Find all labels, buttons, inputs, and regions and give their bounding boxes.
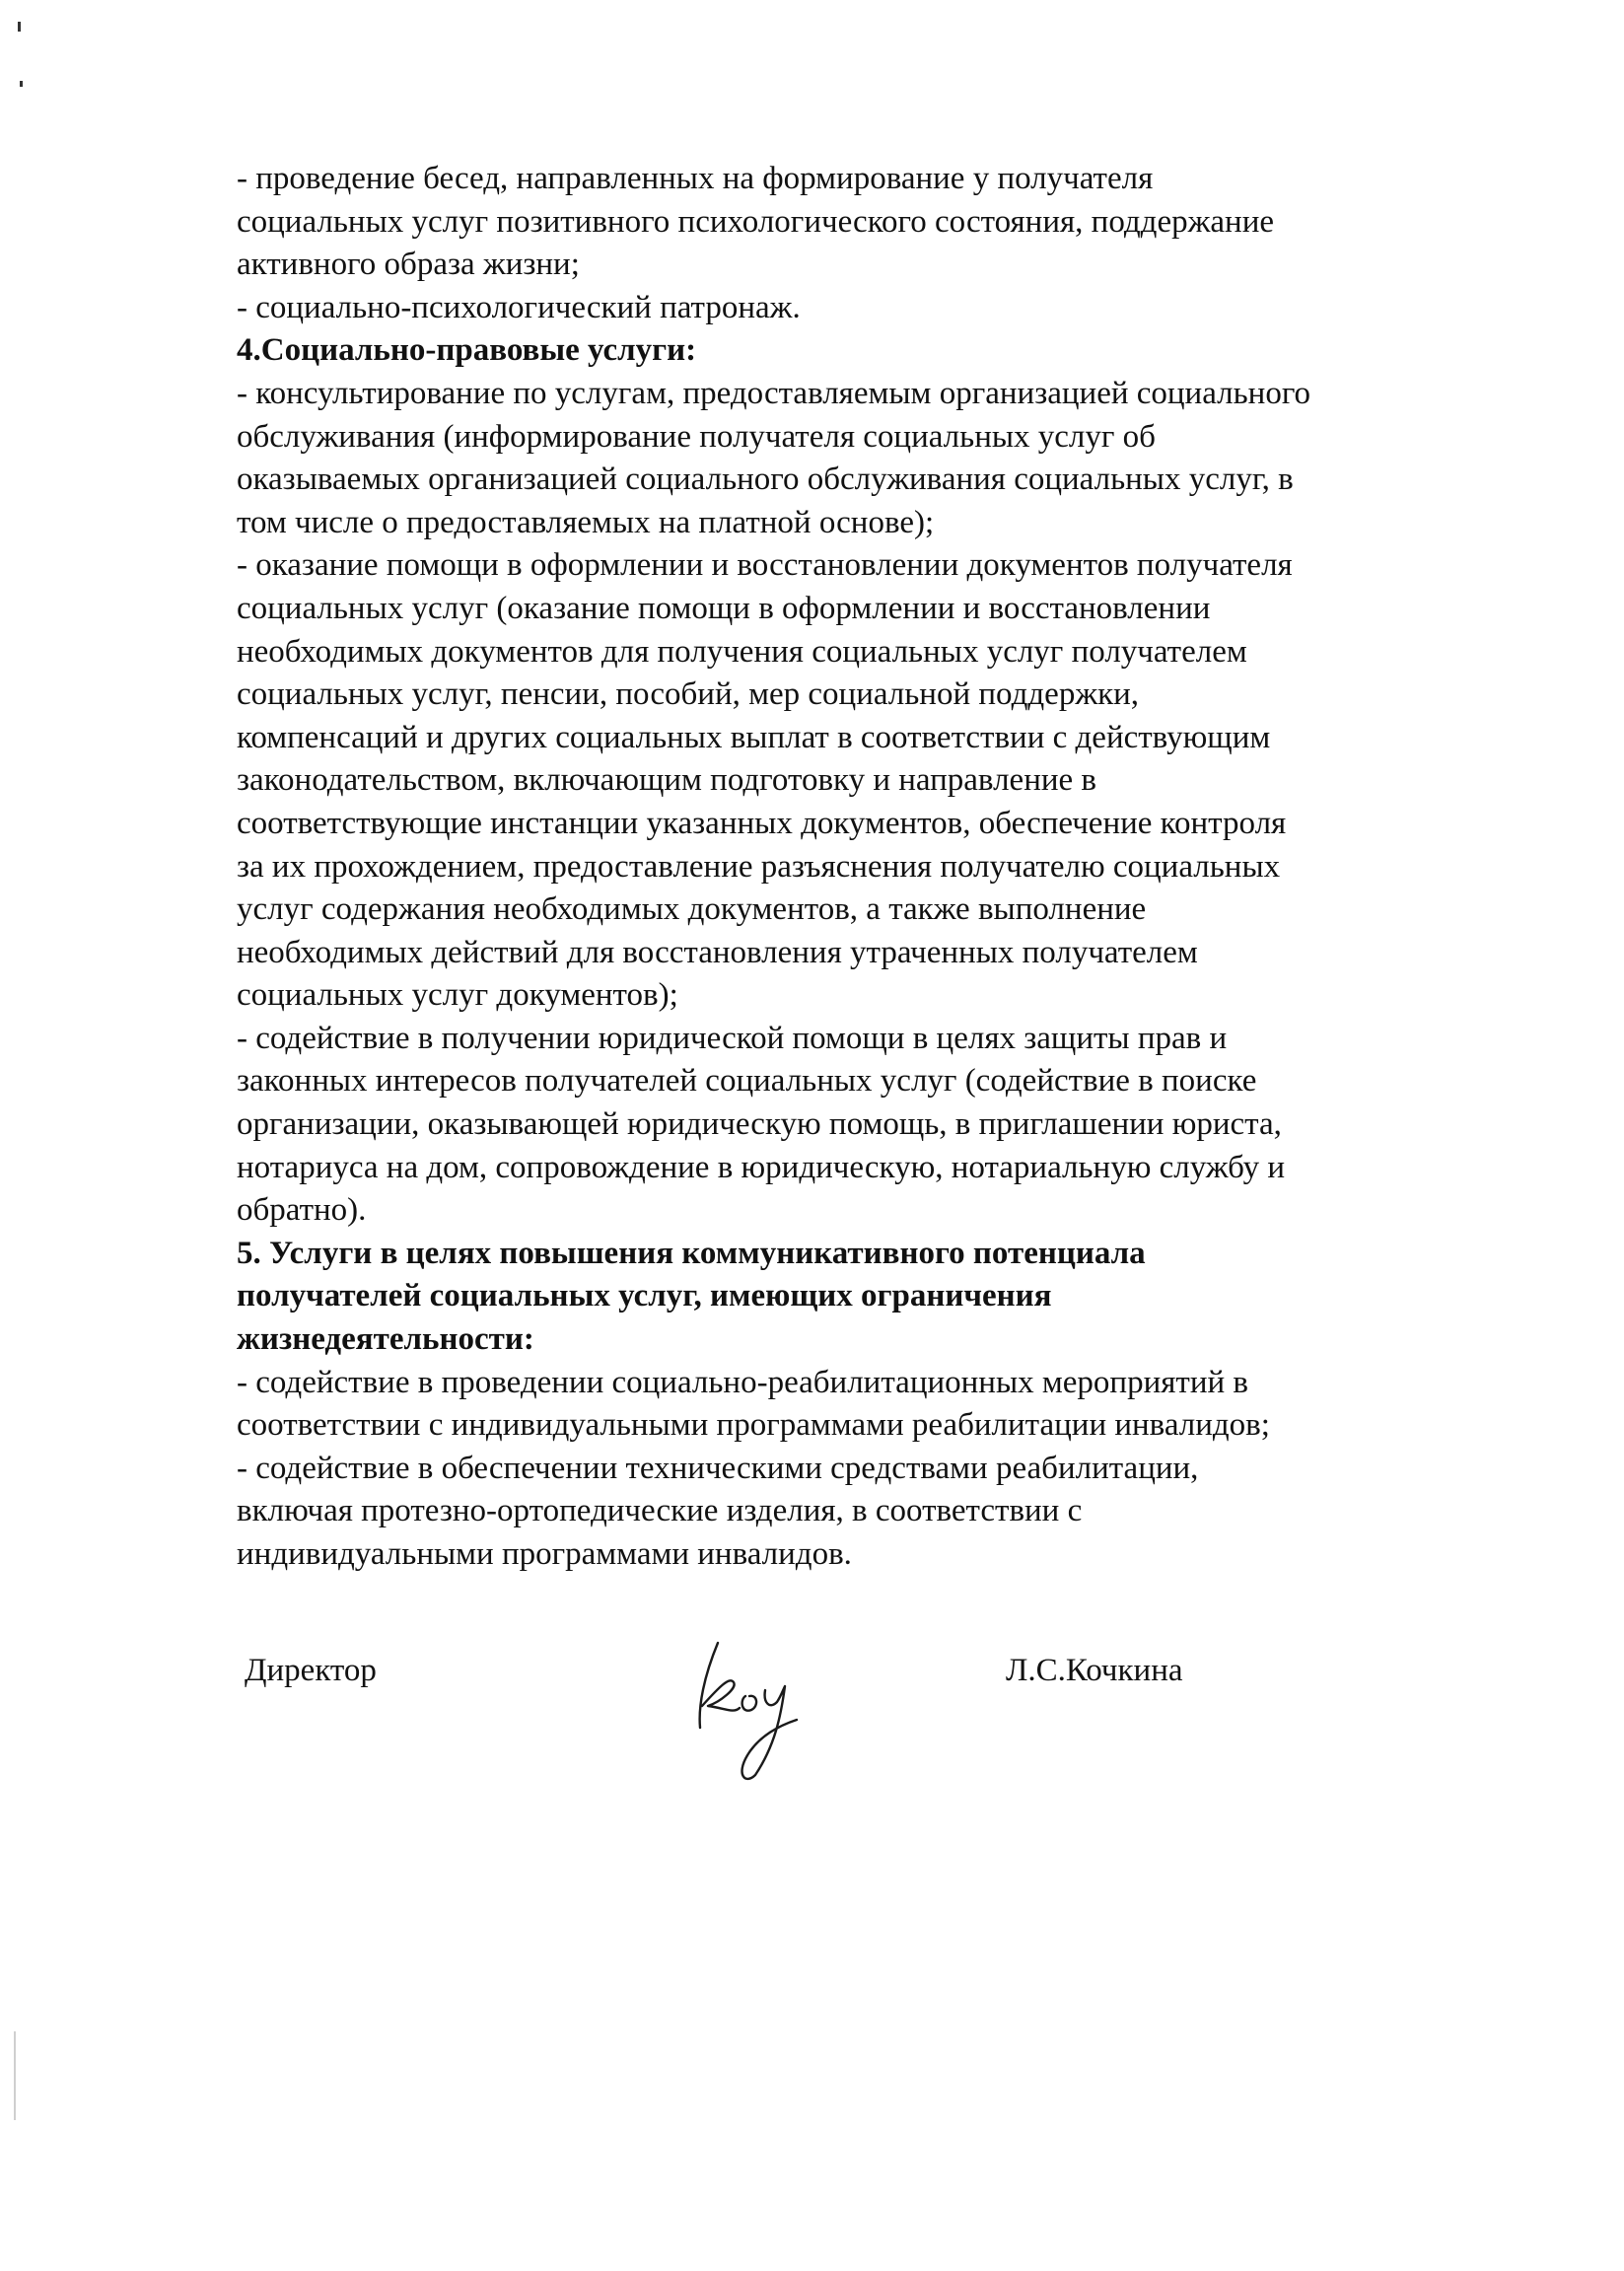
- body-text-line: законных интересов получателей социальных услуг (содействие в поиске: [237, 1063, 1257, 1100]
- body-text-line: обслуживания (информирование получателя социальных услуг об: [237, 418, 1156, 455]
- body-text-line: соответствии с индивидуальными программами реабилитации инвалидов;: [237, 1407, 1270, 1444]
- signatory-title: Директор: [245, 1653, 377, 1688]
- body-text-line: - содействие в проведении социально-реабилитационных мероприятий в: [237, 1364, 1248, 1400]
- body-text-line: - содействие в получении юридической помощи в целях защиты прав и: [237, 1020, 1228, 1056]
- handwritten-signature: [690, 1637, 818, 1785]
- body-text-line: социальных услуг документов);: [237, 977, 678, 1014]
- body-text-line: том числе о предоставляемых на платной основе);: [237, 504, 935, 540]
- signature-block: [0, 1637, 1624, 1795]
- body-text-line: оказываемых организацией социального обслуживания социальных услуг, в: [237, 461, 1294, 498]
- body-text-line: - социально-психологический патронаж.: [237, 289, 801, 325]
- body-text-line: компенсаций и других социальных выплат в соответствии с действующим: [237, 719, 1271, 755]
- document-body: [237, 158, 1518, 1577]
- body-text-line: - содействие в обеспечении техническими средствами реабилитации,: [237, 1450, 1199, 1486]
- body-text-line: необходимых действий для восстановления утраченных получателем: [237, 934, 1198, 970]
- signatory-name: Л.С.Кочкина: [1006, 1653, 1183, 1688]
- body-text-line: социальных услуг, пенсии, пособий, мер социальной поддержки,: [237, 676, 1140, 713]
- section-heading-line: 4.Социально-правовые услуги:: [237, 332, 697, 369]
- body-text-line: - консультирование по услугам, предоставляемым организацией социального: [237, 375, 1311, 411]
- body-text-line: - проведение бесед, направленных на формирование у получателя: [237, 161, 1154, 196]
- section-heading-line: 5. Услуги в целях повышения коммуникативного потенциала: [237, 1235, 1146, 1271]
- body-text-line: социальных услуг позитивного психологического состояния, поддержание: [237, 203, 1275, 240]
- body-text-line: необходимых документов для получения социальных услуг получателем: [237, 633, 1247, 670]
- section-heading-line: жизнедеятельности:: [237, 1321, 534, 1358]
- body-text-line: индивидуальными программами инвалидов.: [237, 1536, 852, 1572]
- scan-artifact: [18, 22, 21, 32]
- body-text-line: услуг содержания необходимых документов, а также выполнение: [237, 891, 1147, 928]
- body-text-line: организации, оказывающей юридическую помощь, в приглашении юриста,: [237, 1106, 1282, 1143]
- body-text-line: активного образа жизни;: [237, 247, 580, 283]
- body-text-line: - оказание помощи в оформлении и восстановлении документов получателя: [237, 547, 1293, 584]
- scan-artifact: [14, 2031, 16, 2120]
- body-text-line: включая протезно-ортопедические изделия, в соответствии с: [237, 1493, 1083, 1529]
- body-text-line: обратно).: [237, 1192, 367, 1229]
- body-text-line: нотариуса на дом, сопровождение в юридическую, нотариальную службу и: [237, 1149, 1286, 1185]
- body-text-line: законодательством, включающим подготовку и направление в: [237, 762, 1096, 799]
- body-text-line: социальных услуг (оказание помощи в оформлении и восстановлении: [237, 590, 1211, 626]
- body-text-line: соответствующие инстанции указанных документов, обеспечение контроля: [237, 805, 1287, 841]
- body-text-line: за их прохождением, предоставление разъяснения получателю социальных: [237, 848, 1281, 885]
- section-heading-line: получателей социальных услуг, имеющих ограничения: [237, 1278, 1052, 1314]
- scan-artifact: [20, 81, 23, 87]
